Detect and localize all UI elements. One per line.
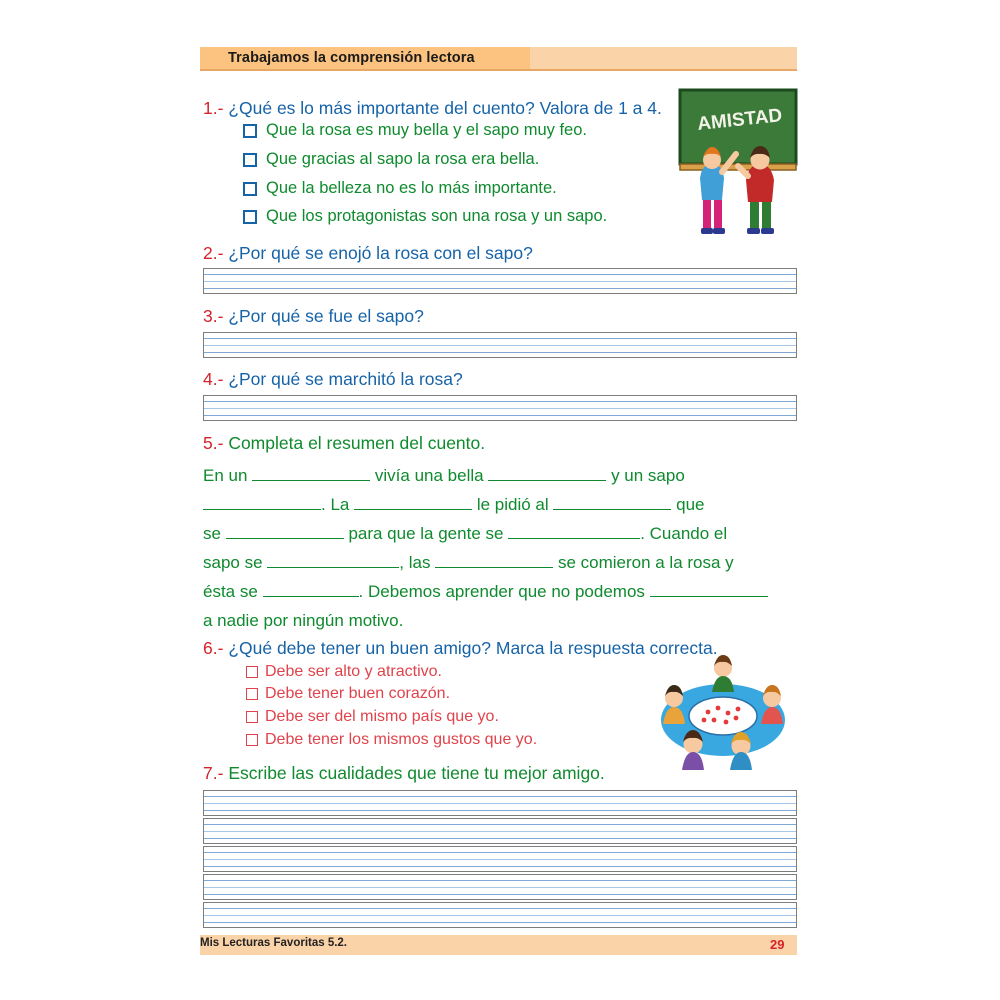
cloze-text: . La [321,495,350,514]
cloze-blank[interactable] [263,596,359,597]
cloze-text: vivía una bella [374,466,484,485]
question-3-number: 3.- [203,306,224,326]
header-divider [200,69,797,71]
question-7 [203,763,605,784]
question-2-number: 2.- [203,243,224,263]
option-6-4[interactable] [246,731,537,749]
cloze-text: y un sapo [611,466,685,485]
cloze-text: se comieron a la rosa y [557,553,734,572]
question-4-text: ¿Por qué se marchitó la rosa? [228,369,463,389]
child-bottom-right [730,732,752,770]
option-label: Debe ser del mismo país que yo. [265,708,499,725]
answer-lines-7-4[interactable] [203,874,797,900]
kids-svg [646,650,801,770]
cloze-text: para que la gente se [348,524,504,543]
question-5-number: 5.- [203,433,224,453]
option-1-2[interactable] [243,150,539,169]
blackboard-svg [676,88,800,238]
cloze-text: . Cuando el [640,524,728,543]
option-label: Debe tener buen corazón. [265,685,451,702]
checkbox-icon[interactable] [243,182,257,196]
question-1-text: ¿Qué es lo más importante del cuento? Valora de 1 a 4. [228,98,662,118]
cloze-text: a nadie por ningún motivo. [203,611,404,630]
question-2-text: ¿Por qué se enojó la rosa con el sapo? [228,243,533,263]
answer-lines-7-2[interactable] [203,818,797,844]
summary-cloze [203,461,803,635]
checkbox-icon[interactable] [246,734,258,746]
cloze-text: ésta se [203,582,258,601]
option-label: Que la belleza no es lo más importante. [266,179,557,197]
cloze-blank[interactable] [267,567,399,568]
option-label: Que los protagonistas son una rosa y un sapo. [266,207,608,225]
question-3-text: ¿Por qué se fue el sapo? [228,306,424,326]
cloze-text: se [203,524,221,543]
footer-source: Mis Lecturas Favoritas 5.2. [200,937,348,949]
cloze-blank[interactable] [650,596,768,597]
cloze-blank[interactable] [354,509,472,510]
board-word: AMISTAD [696,105,784,135]
option-1-3[interactable] [243,179,557,198]
answer-lines-7-3[interactable] [203,846,797,872]
cloze-text: , las [399,553,431,572]
question-7-number: 7.- [203,763,224,783]
cloze-text: En un [203,466,248,485]
option-6-2[interactable] [246,685,450,703]
checkbox-icon[interactable] [246,711,258,723]
classroom-blackboard-illustration [676,88,800,238]
question-6 [203,638,718,659]
header [200,47,797,71]
page-title: Trabajamos la comprensión lectora [200,47,530,69]
answer-lines-4[interactable] [203,395,797,421]
cloze-blank[interactable] [203,509,321,510]
answer-lines-7-5[interactable] [203,902,797,928]
child-left [700,147,736,234]
question-2 [203,243,533,264]
cloze-blank[interactable] [435,567,553,568]
cloze-blank[interactable] [553,509,671,510]
cloze-blank[interactable] [226,538,344,539]
option-1-1[interactable] [243,121,587,140]
question-1 [203,98,662,119]
question-1-number: 1.- [203,98,224,118]
cloze-text: que [676,495,705,514]
question-5 [203,433,485,454]
checkbox-icon[interactable] [246,688,258,700]
answer-lines-7-1[interactable] [203,790,797,816]
question-5-text: Completa el resumen del cuento. [228,433,486,453]
option-label: Que gracias al sapo la rosa era bella. [266,150,540,168]
checkbox-icon[interactable] [243,210,257,224]
cloze-blank[interactable] [252,480,370,481]
question-4 [203,369,463,390]
option-label: Que la rosa es muy bella y el sapo muy feo. [266,121,587,139]
cloze-text: . Debemos aprender que no podemos [358,582,645,601]
question-6-number: 6.- [203,638,224,658]
option-6-1[interactable] [246,663,442,681]
question-4-number: 4.- [203,369,224,389]
answer-lines-3[interactable] [203,332,797,358]
question-6-text: ¿Qué debe tener un buen amigo? Marca la respuesta correcta. [228,638,718,658]
checkbox-icon[interactable] [243,153,257,167]
cloze-blank[interactable] [508,538,640,539]
option-label: Debe tener los mismos gustos que yo. [265,731,538,748]
checkbox-icon[interactable] [243,124,257,138]
option-label: Debe ser alto y atractivo. [265,663,442,680]
checkbox-icon[interactable] [246,666,258,678]
footer-page-number: 29 [770,937,785,952]
question-3 [203,306,424,327]
cloze-text: le pidió al [476,495,549,514]
child-top [712,655,734,692]
question-7-text: Escribe las cualidades que tiene tu mejor amigo. [228,763,605,783]
cloze-blank[interactable] [488,480,606,481]
option-1-4[interactable] [243,207,607,226]
answer-lines-2[interactable] [203,268,797,294]
children-around-table-illustration [646,650,801,770]
cloze-text: sapo se [203,553,263,572]
option-6-3[interactable] [246,708,499,726]
